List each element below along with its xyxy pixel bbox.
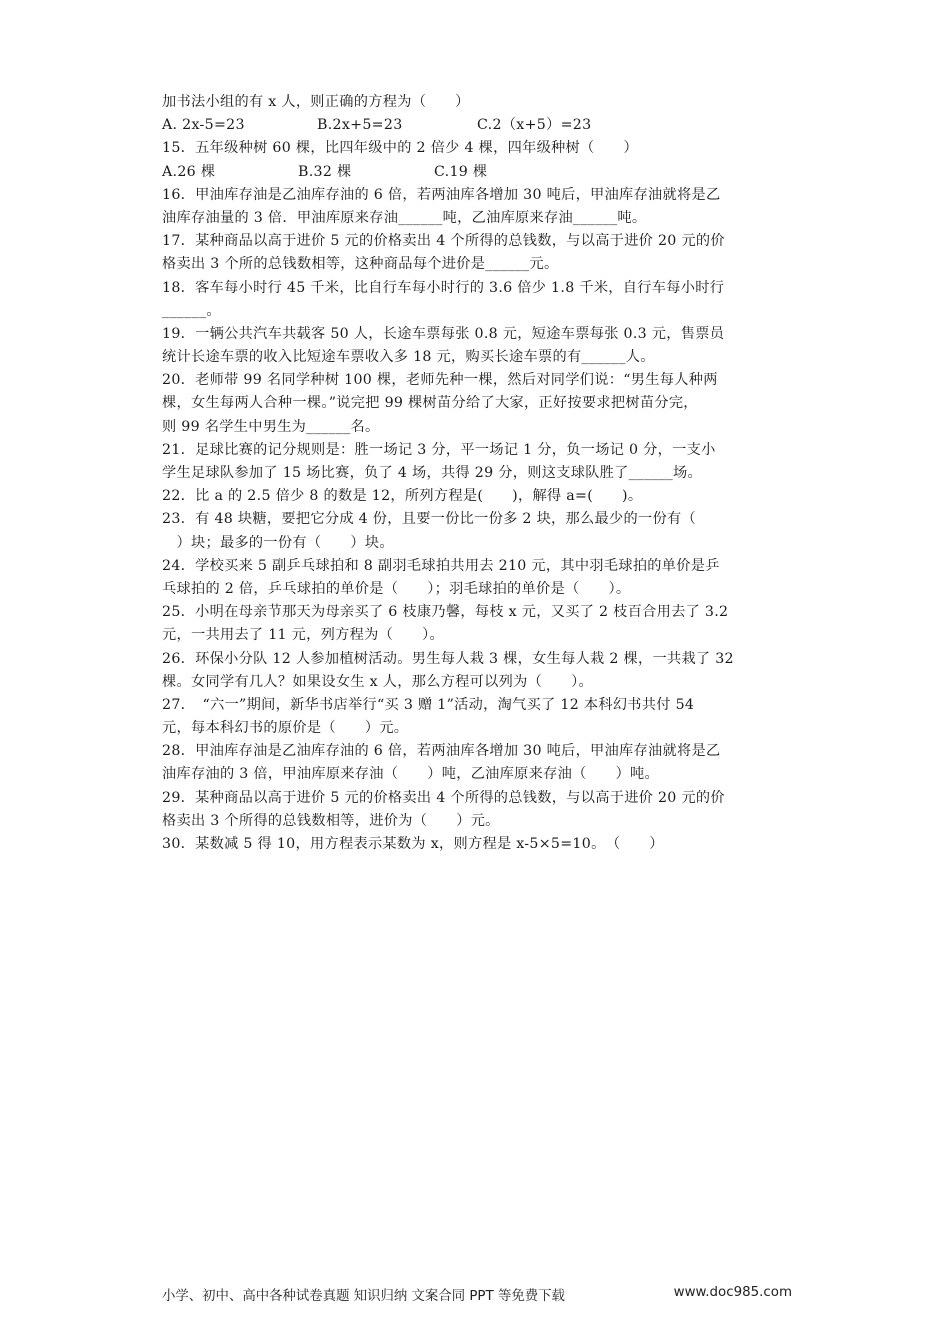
q15-option-a: A.26 棵 xyxy=(162,163,216,180)
q18-line-1: 18．客车每小时行 45 千米，比自行车每小时行的 3.6 倍少 1.8 千米，自行车每小时行 xyxy=(162,279,725,296)
q26-line-1: 26．环保小分队 12 人参加植树活动。男生每人栽 3 棵，女生每人栽 2 棵，一共栽了 32 xyxy=(162,650,734,667)
q15: 15．五年级种树 60 棵，比四年级中的 2 倍少 4 棵，四年级种树（ ） xyxy=(162,140,638,157)
q22-line-1: 22．比 a 的 2.5 倍少 8 的数是 12，所列方程是( )，解得 a=( )。 xyxy=(162,488,643,505)
q18-line-2: ______。 xyxy=(162,302,221,319)
q14-option-b: B.2x+5=23 xyxy=(317,117,403,134)
q26-line-2: 棵。女同学有几人？如果设女生 x 人，那么方程可以列为（ ）。 xyxy=(162,673,593,690)
q24-line-1: 24．学校买来 5 副乒乓球拍和 8 副羽毛球拍共用去 210 元，其中羽毛球拍的单价是乒 xyxy=(162,557,720,574)
q25-line-1: 25．小明在母亲节那天为母亲买了 6 枝康乃馨，每枝 x 元，又买了 2 枝百合用去了 3.2 xyxy=(162,604,729,621)
q19-line-2: 统计长途车票的收入比短途车票收入多 18 元，购买长途车票的有______人。 xyxy=(162,349,655,366)
q28-line-1: 28．甲油库存油是乙油库存油的 6 倍，若两油库各增加 30 吨后，甲油库存油就将是乙 xyxy=(162,743,721,760)
q21-line-2: 学生足球队参加了 15 场比赛，负了 4 场，共得 29 分，则这支球队胜了______场。 xyxy=(162,465,702,481)
q14-option-a: A. 2x-5=23 xyxy=(162,117,245,134)
q27-line-2: 元，每本科幻书的原价是（ ）元。 xyxy=(162,720,409,737)
q20-line-1: 20．老师带 99 名同学种树 100 棵，老师先种一棵，然后对同学们说：“男生每人种两 xyxy=(162,372,718,389)
q28-line-2: 油库存油的 3 倍，甲油库原来存油（ ）吨，乙油库原来存油（ ）吨。 xyxy=(162,766,660,783)
q15-option-c: C.19 棵 xyxy=(434,163,488,180)
q15-options xyxy=(162,161,794,184)
q14-option-c: C.2（x+5）=23 xyxy=(477,117,592,134)
q29-line-2: 格卖出 3 个所得的总钱数相等，进价为（ ）元。 xyxy=(162,812,500,829)
q15-option-b: B.32 棵 xyxy=(298,163,352,180)
q30-line-1: 30．某数减 5 得 10，用方程表示某数为 x，则方程是 x-5×5=10。 （ ） xyxy=(162,836,664,852)
q27-line-1: 27． “六一”期间，新华书店举行“买 3 赠 1”活动，淘气买了 12 本科幻书共付 54 xyxy=(162,696,695,713)
q20-line-3: 则 99 名学生中男生为______名。 xyxy=(162,418,380,435)
q16-line-2: 油库存油量的 3 倍．甲油库原来存油______吨，乙油库原来存油______吨。 xyxy=(162,209,647,226)
q23-line-2: ）块；最多的一份有（ ）块。 xyxy=(162,534,394,551)
q17-line-2: 格卖出 3 个所的总钱数相等，这种商品每个进价是______元。 xyxy=(162,256,559,273)
document-body xyxy=(162,91,794,856)
q25-line-2: 元，一共用去了 11 元，列方程为（ ）。 xyxy=(162,627,444,644)
q19-line-1: 19．一辆公共汽车共载客 50 人，长途车票每张 0.8 元，短途车票每张 0.3 元，售票员 xyxy=(162,325,725,342)
q24-line-2: 乓球拍的 2 倍，乒乓球拍的单价是（ ）；羽毛球拍的单价是（ ）。 xyxy=(162,580,631,597)
footer-text: 小学、初中、高中各种试卷真题 知识归纳 文案合同 PPT 等免费下载 xyxy=(162,1289,565,1304)
q16-line-1: 16．甲油库存油是乙油库存油的 6 倍，若两油库各增加 30 吨后，甲油库存油就将是乙 xyxy=(162,186,721,203)
q20-line-2: 棵，女生每两人合种一棵。”说完把 99 棵树苗分给了大家，正好按要求把树苗分完， xyxy=(162,395,698,412)
q29-line-1: 29．某种商品以高于进价 5 元的价格卖出 4 个所得的总钱数，与以高于进价 20 元的价 xyxy=(162,789,725,806)
q14-options xyxy=(162,114,794,137)
q23-line-1: 23．有 48 块糖，要把它分成 4 份，且要一份比一份多 2 块，那么最少的一份有（ xyxy=(162,511,696,528)
q14-tail: 加书法小组的有 x 人，则正确的方程为（ ） xyxy=(162,94,470,110)
footer-website-link[interactable]: www.doc985.com xyxy=(673,1285,792,1300)
q17-line-1: 17．某种商品以高于进价 5 元的价格卖出 4 个所得的总钱数，与以高于进价 20 元的价 xyxy=(162,233,725,250)
page-footer xyxy=(162,1285,792,1304)
q21-line-1: 21．足球比赛的记分规则是：胜一场记 3 分，平一场记 1 分，负一场记 0 分，一支小 xyxy=(162,441,716,458)
